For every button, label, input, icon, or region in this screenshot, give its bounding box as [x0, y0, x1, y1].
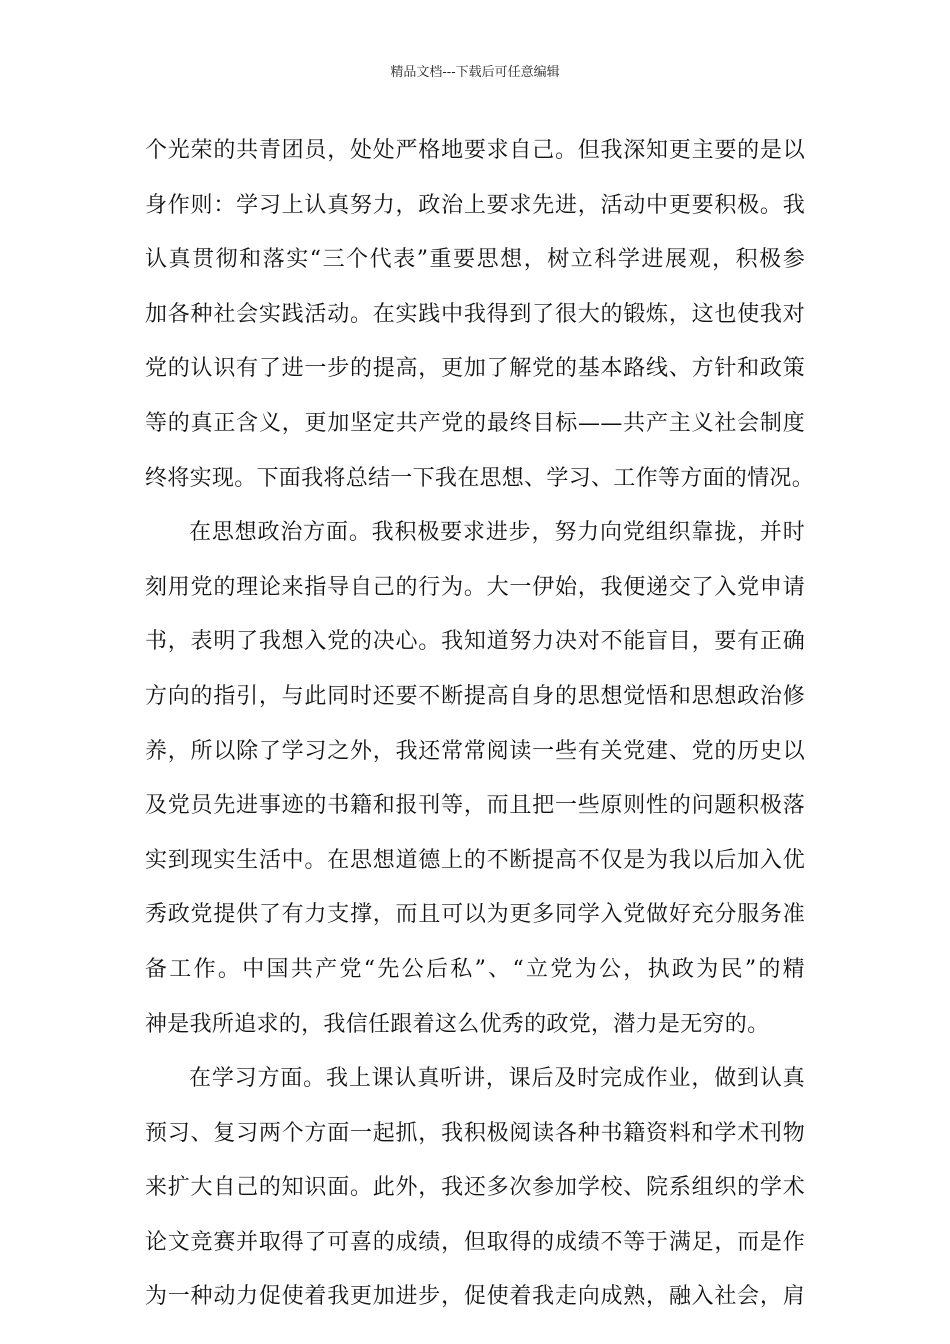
- text-line: 养，所以除了学习之外，我还常常阅读一些有关党建、党的历史以: [145, 738, 805, 764]
- text-line: 预习、复习两个方面一起抓，我积极阅读各种书籍资料和学术刊物: [145, 1120, 805, 1146]
- text-line: 备工作。中国共产党“先公后私”、“立党为公，执政为民”的精: [145, 956, 805, 982]
- paragraph-1: [145, 134, 815, 516]
- paragraph-2: [145, 516, 805, 1062]
- text-line: 秀政党提供了有力支撑，而且可以为更多同学入党做好充分服务准: [145, 902, 805, 928]
- text-line: 来扩大自己的知识面。此外，我还多次参加学校、院系组织的学术: [145, 1175, 805, 1201]
- text-line: 个光荣的共青团员，处处严格地要求自己。但我深知更主要的是以: [145, 138, 805, 163]
- text-line: 在思想政治方面。我积极要求进步，努力向党组织靠拢，并时: [189, 520, 805, 546]
- page-header: 精品文档---下载后可任意编辑: [390, 65, 560, 80]
- text-line: 在学习方面。我上课认真听讲，课后及时完成作业，做到认真: [189, 1066, 805, 1092]
- document-body: [145, 134, 815, 1335]
- text-line: 等的真正含义，更加坚定共产党的最终目标——共产主义社会制度: [145, 410, 805, 436]
- text-line: 加各种社会实践活动。在实践中我得到了很大的锻炼，这也使我对: [145, 301, 805, 327]
- paragraph-3: [145, 1062, 805, 1335]
- text-line: 党的认识有了进一步的提高，更加了解党的基本路线、方针和政策: [145, 356, 805, 382]
- text-line: 及党员先进事迹的书籍和报刊等，而且把一些原则性的问题积极落: [145, 793, 805, 819]
- text-line: 神是我所追求的，我信任跟着这么优秀的政党，潜力是无穷的。: [145, 1011, 770, 1037]
- text-line: 刻用党的理论来指导自己的行为。大一伊始，我便递交了入党申请: [145, 574, 805, 600]
- text-line: 实到现实生活中。在思想道德上的不断提高不仅是为我以后加入优: [145, 847, 805, 873]
- text-line: 为一种动力促使着我更加进步，促使着我走向成熟，融入社会，肩: [145, 1284, 805, 1310]
- text-line: 论文竞赛并取得了可喜的成绩，但取得的成绩不等于满足，而是作: [145, 1229, 805, 1255]
- text-line: 身作则：学习上认真努力，政治上要求先进，活动中更要积极。我: [145, 192, 805, 218]
- text-line: 书，表明了我想入党的决心。我知道努力决对不能盲目，要有正确: [145, 629, 805, 655]
- text-line: 方向的指引，与此同时还要不断提高自身的思想觉悟和思想政治修: [145, 683, 805, 709]
- text-line: 终将实现。下面我将总结一下我在思想、学习、工作等方面的情况。: [145, 465, 815, 491]
- text-line: 认真贯彻和落实“三个代表”重要思想，树立科学进展观，积极参: [145, 247, 805, 273]
